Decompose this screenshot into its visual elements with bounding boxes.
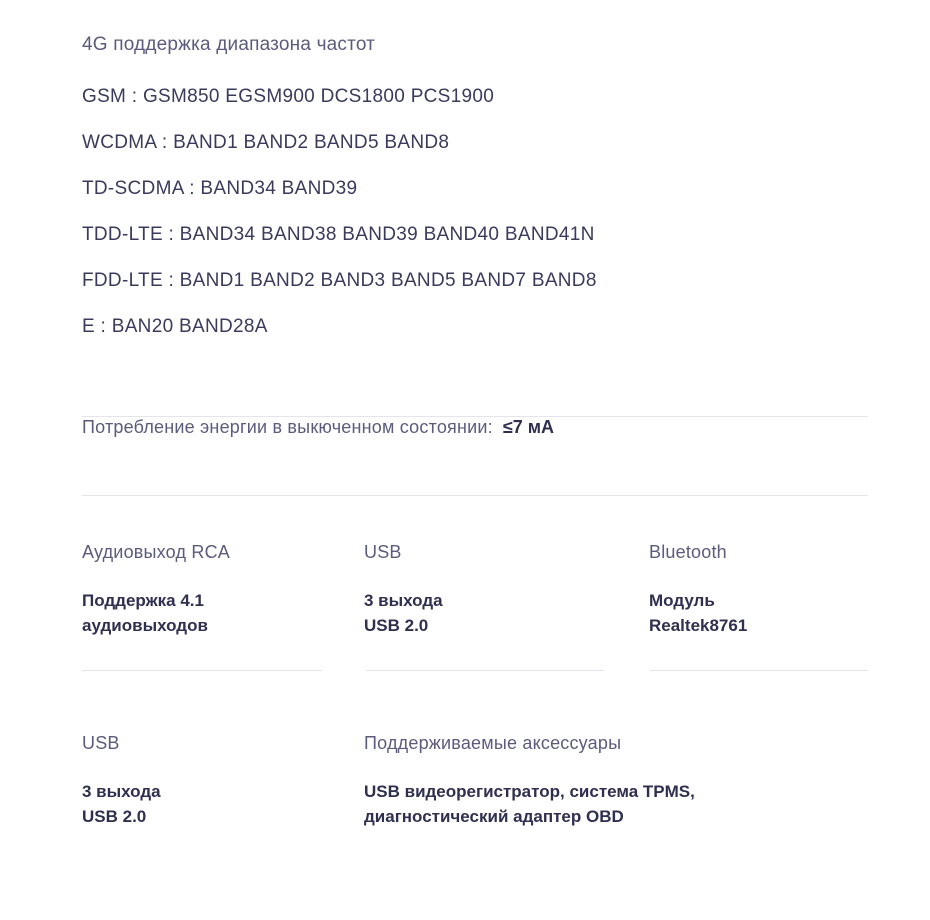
power-consumption-value: ≤7 мА (502, 417, 555, 437)
power-consumption-label: Потребление энергии в выкюченном состоянии: (82, 417, 493, 437)
band-row (82, 178, 870, 200)
spec-body-line: USB 2.0 (364, 615, 429, 635)
band-values: BAN20 BAND28A (111, 316, 268, 337)
spec-body-line: USB видеорегистратор, система TPMS, (364, 782, 695, 802)
spec-body (364, 589, 649, 638)
band-values: BAND1 BAND2 BAND3 BAND5 BAND7 BAND8 (179, 270, 597, 291)
spec-body-line: USB 2.0 (82, 806, 147, 826)
page-title: 4G поддержка диапазона частот (82, 34, 376, 55)
band-values: BAND34 BAND38 BAND39 BAND40 BAND41N (179, 224, 595, 245)
band-row (82, 86, 870, 108)
spec-body-line: Поддержка 4.1 (82, 591, 204, 610)
spec-head: USB (364, 542, 402, 562)
spec-body-line: Модуль (649, 591, 715, 610)
power-consumption-row (82, 417, 870, 495)
spec-grid-row-1 (82, 496, 870, 638)
spec-body (82, 589, 364, 638)
spec-body-line: Realtek8761 (649, 615, 748, 635)
divider-segment (82, 670, 322, 671)
spec-cell-audio-out (82, 542, 364, 638)
band-label: TD-SCDMA : (82, 178, 195, 199)
spec-head: USB (82, 733, 120, 754)
spec-cell-usb (364, 542, 649, 638)
spec-body (649, 589, 868, 638)
band-row (82, 224, 870, 246)
spec-cell-accessories (364, 733, 864, 829)
band-label: E : (82, 316, 107, 337)
band-label: TDD-LTE : (82, 224, 175, 245)
band-values: BAND1 BAND2 BAND5 BAND8 (173, 132, 450, 153)
spec-head: Bluetooth (649, 542, 727, 562)
band-list (82, 86, 870, 338)
band-row (82, 316, 870, 338)
spec-body-line: аудиовыходов (82, 615, 208, 635)
spec-body-line: диагностический адаптер OBD (364, 806, 624, 826)
spec-body-line: 3 выхода (364, 591, 443, 610)
band-values: GSM850 EGSM900 DCS1800 PCS1900 (142, 86, 495, 107)
spec-cell-usb-2 (82, 733, 364, 829)
band-values: BAND34 BAND39 (200, 178, 358, 199)
band-row (82, 132, 870, 154)
band-label: GSM : (82, 86, 138, 107)
divider-segment (366, 670, 604, 671)
spec-body (82, 780, 364, 829)
divider-group-middle (82, 670, 870, 671)
spec-body (364, 780, 864, 829)
spec-head: Аудиовыход RCA (82, 542, 230, 562)
band-label: WCDMA : (82, 132, 168, 153)
spec-body-line: 3 выхода (82, 782, 161, 802)
spec-grid-row-2 (82, 671, 870, 829)
band-row (82, 270, 870, 292)
divider-segment (650, 670, 868, 671)
spec-cell-bluetooth (649, 542, 868, 638)
spec-head: Поддерживаемые аксессуары (364, 733, 622, 754)
band-label: FDD-LTE : (82, 270, 175, 291)
